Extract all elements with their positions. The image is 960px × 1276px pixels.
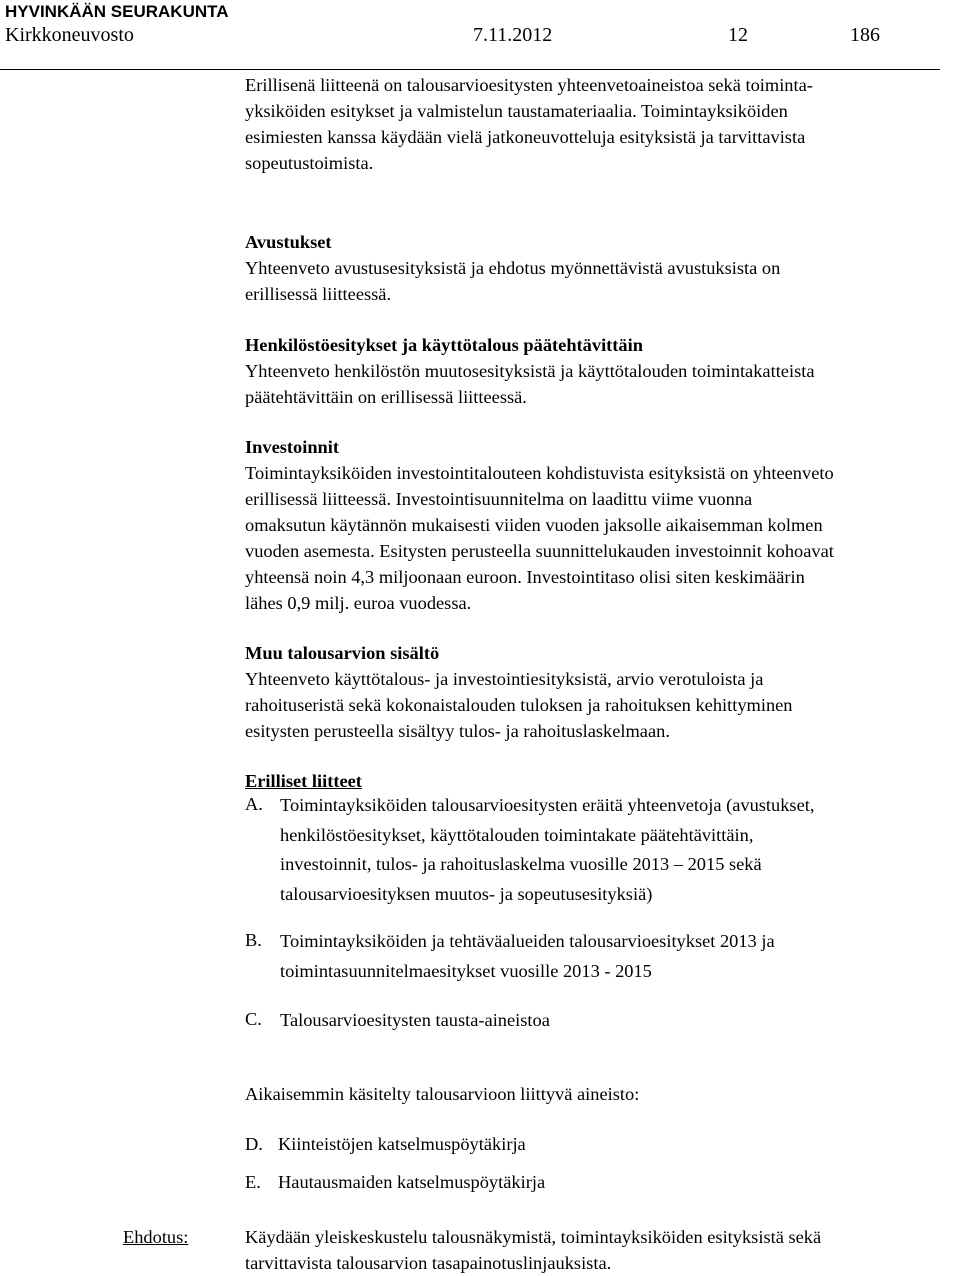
header-divider — [0, 69, 940, 70]
liite-a — [245, 791, 960, 909]
avustukset-line: erillisessä liitteessä. — [245, 284, 392, 304]
liite-line: Talousarvioesitysten tausta-aineistoa — [280, 1010, 550, 1030]
muu-line: esitysten perusteella sisältyy tulos- ja rahoituslaskelmaan. — [245, 721, 670, 741]
investoinnit-line: vuoden asemesta. Esitysten perusteella suunnittelukauden investoinnit kohoavat — [245, 541, 834, 561]
ehdotus-line: Käydään yleiskeskustelu talousnäkymistä, toimintayksiköiden esityksistä sekä — [245, 1227, 822, 1247]
liite-b — [245, 927, 960, 986]
liite-c — [245, 1006, 960, 1036]
investoinnit-heading: Investoinnit — [245, 437, 340, 457]
meeting-date: 7.11.2012 — [473, 24, 553, 46]
muu-section — [245, 640, 960, 744]
organization-name: HYVINKÄÄN SEURAKUNTA — [5, 2, 229, 21]
muu-line: rahoituseristä sekä kokonaistalouden tuloksen ja rahoituksen kehittyminen — [245, 695, 793, 715]
liite-e — [245, 1169, 960, 1195]
investoinnit-section — [245, 434, 960, 616]
henkilosto-line: päätehtävittäin on erillisessä liitteessä. — [245, 387, 527, 407]
meeting-body: Kirkkoneuvosto — [5, 24, 134, 46]
section-number: 12 — [728, 24, 748, 46]
liitteet-heading: Erilliset liitteet — [245, 771, 362, 791]
liite-letter: C. — [245, 1009, 262, 1029]
investoinnit-line: omaksutun käytännön mukaisesti viiden vuoden jaksolle aikaisemman kolmen — [245, 515, 823, 535]
henkilosto-section — [245, 332, 960, 410]
intro-line: yksiköiden esitykset ja valmistelun taustamateriaalia. Toimintayksiköiden — [245, 101, 788, 121]
intro-line: sopeutustoimista. — [245, 153, 374, 173]
liite-line: henkilöstöesitykset, käyttötalouden toimintakate päätehtävittäin, — [280, 824, 754, 845]
intro-paragraph — [245, 72, 960, 176]
liite-letter: B. — [245, 930, 262, 950]
ehdotus-line: tarvittavista talousarvion tasapainotuslinjauksista. — [245, 1253, 612, 1273]
henkilosto-line: Yhteenveto henkilöstön muutosesityksistä ja käyttötalouden toimintakatteista — [245, 361, 815, 381]
liite-line: Kiinteistöjen katselmuspöytäkirja — [278, 1134, 526, 1154]
ehdotus-text — [245, 1224, 960, 1276]
intro-line: esimiesten kanssa käydään vielä jatkoneuvotteluja esityksistä ja tarvittavista — [245, 127, 806, 147]
intro-line: Erillisenä liitteenä on talousarvioesitysten yhteenvetoaineistoa sekä toiminta- — [245, 75, 813, 95]
liite-line: Toimintayksiköiden ja tehtäväalueiden talousarvioesitykset 2013 ja — [280, 931, 775, 951]
investoinnit-line: yhteensä noin 4,3 miljoonaan euroon. Investointitaso olisi siten keskimäärin — [245, 567, 805, 587]
liite-d — [245, 1131, 960, 1157]
ehdotus-label: Ehdotus: — [123, 1227, 189, 1247]
liite-line: talousarvioesityksen muutos- ja sopeutusesityksiä) — [280, 883, 653, 904]
avustukset-line: Yhteenveto avustusesityksistä ja ehdotus myönnettävistä avustuksista on — [245, 258, 781, 278]
liite-line: Toimintayksiköiden talousarvioesitysten eräitä yhteenvetoja (avustukset, — [280, 795, 815, 815]
liite-line: Hautausmaiden katselmuspöytäkirja — [278, 1172, 546, 1192]
liite-letter: D. — [245, 1134, 263, 1154]
investoinnit-line: erillisessä liitteessä. Investointisuunnitelma on laadittu viime vuonna — [245, 489, 753, 509]
investoinnit-line: lähes 0,9 milj. euroa vuodessa. — [245, 593, 472, 613]
aiemmin-text-block — [245, 1081, 960, 1107]
muu-line: Yhteenveto käyttötalous- ja investointiesityksistä, arvio verotuloista ja — [245, 669, 764, 689]
henkilosto-heading: Henkilöstöesitykset ja käyttötalous päätehtävittäin — [245, 335, 643, 355]
page-number: 186 — [850, 24, 880, 46]
liite-letter: A. — [245, 794, 263, 814]
liite-letter: E. — [245, 1172, 261, 1192]
liite-line: toimintasuunnitelmaesitykset vuosille 2013 - 2015 — [280, 960, 652, 981]
investoinnit-line: Toimintayksiköiden investointitalouteen kohdistuvista esityksistä on yhteenveto — [245, 463, 834, 483]
liite-line: investoinnit, tulos- ja rahoituslaskelma vuosille 2013 – 2015 sekä — [280, 854, 762, 874]
avustukset-section — [245, 229, 960, 307]
muu-heading: Muu talousarvion sisältö — [245, 643, 440, 663]
aiemmin-text: Aikaisemmin käsitelty talousarvioon liittyvä aineisto: — [245, 1084, 640, 1104]
avustukset-heading: Avustukset — [245, 232, 332, 252]
